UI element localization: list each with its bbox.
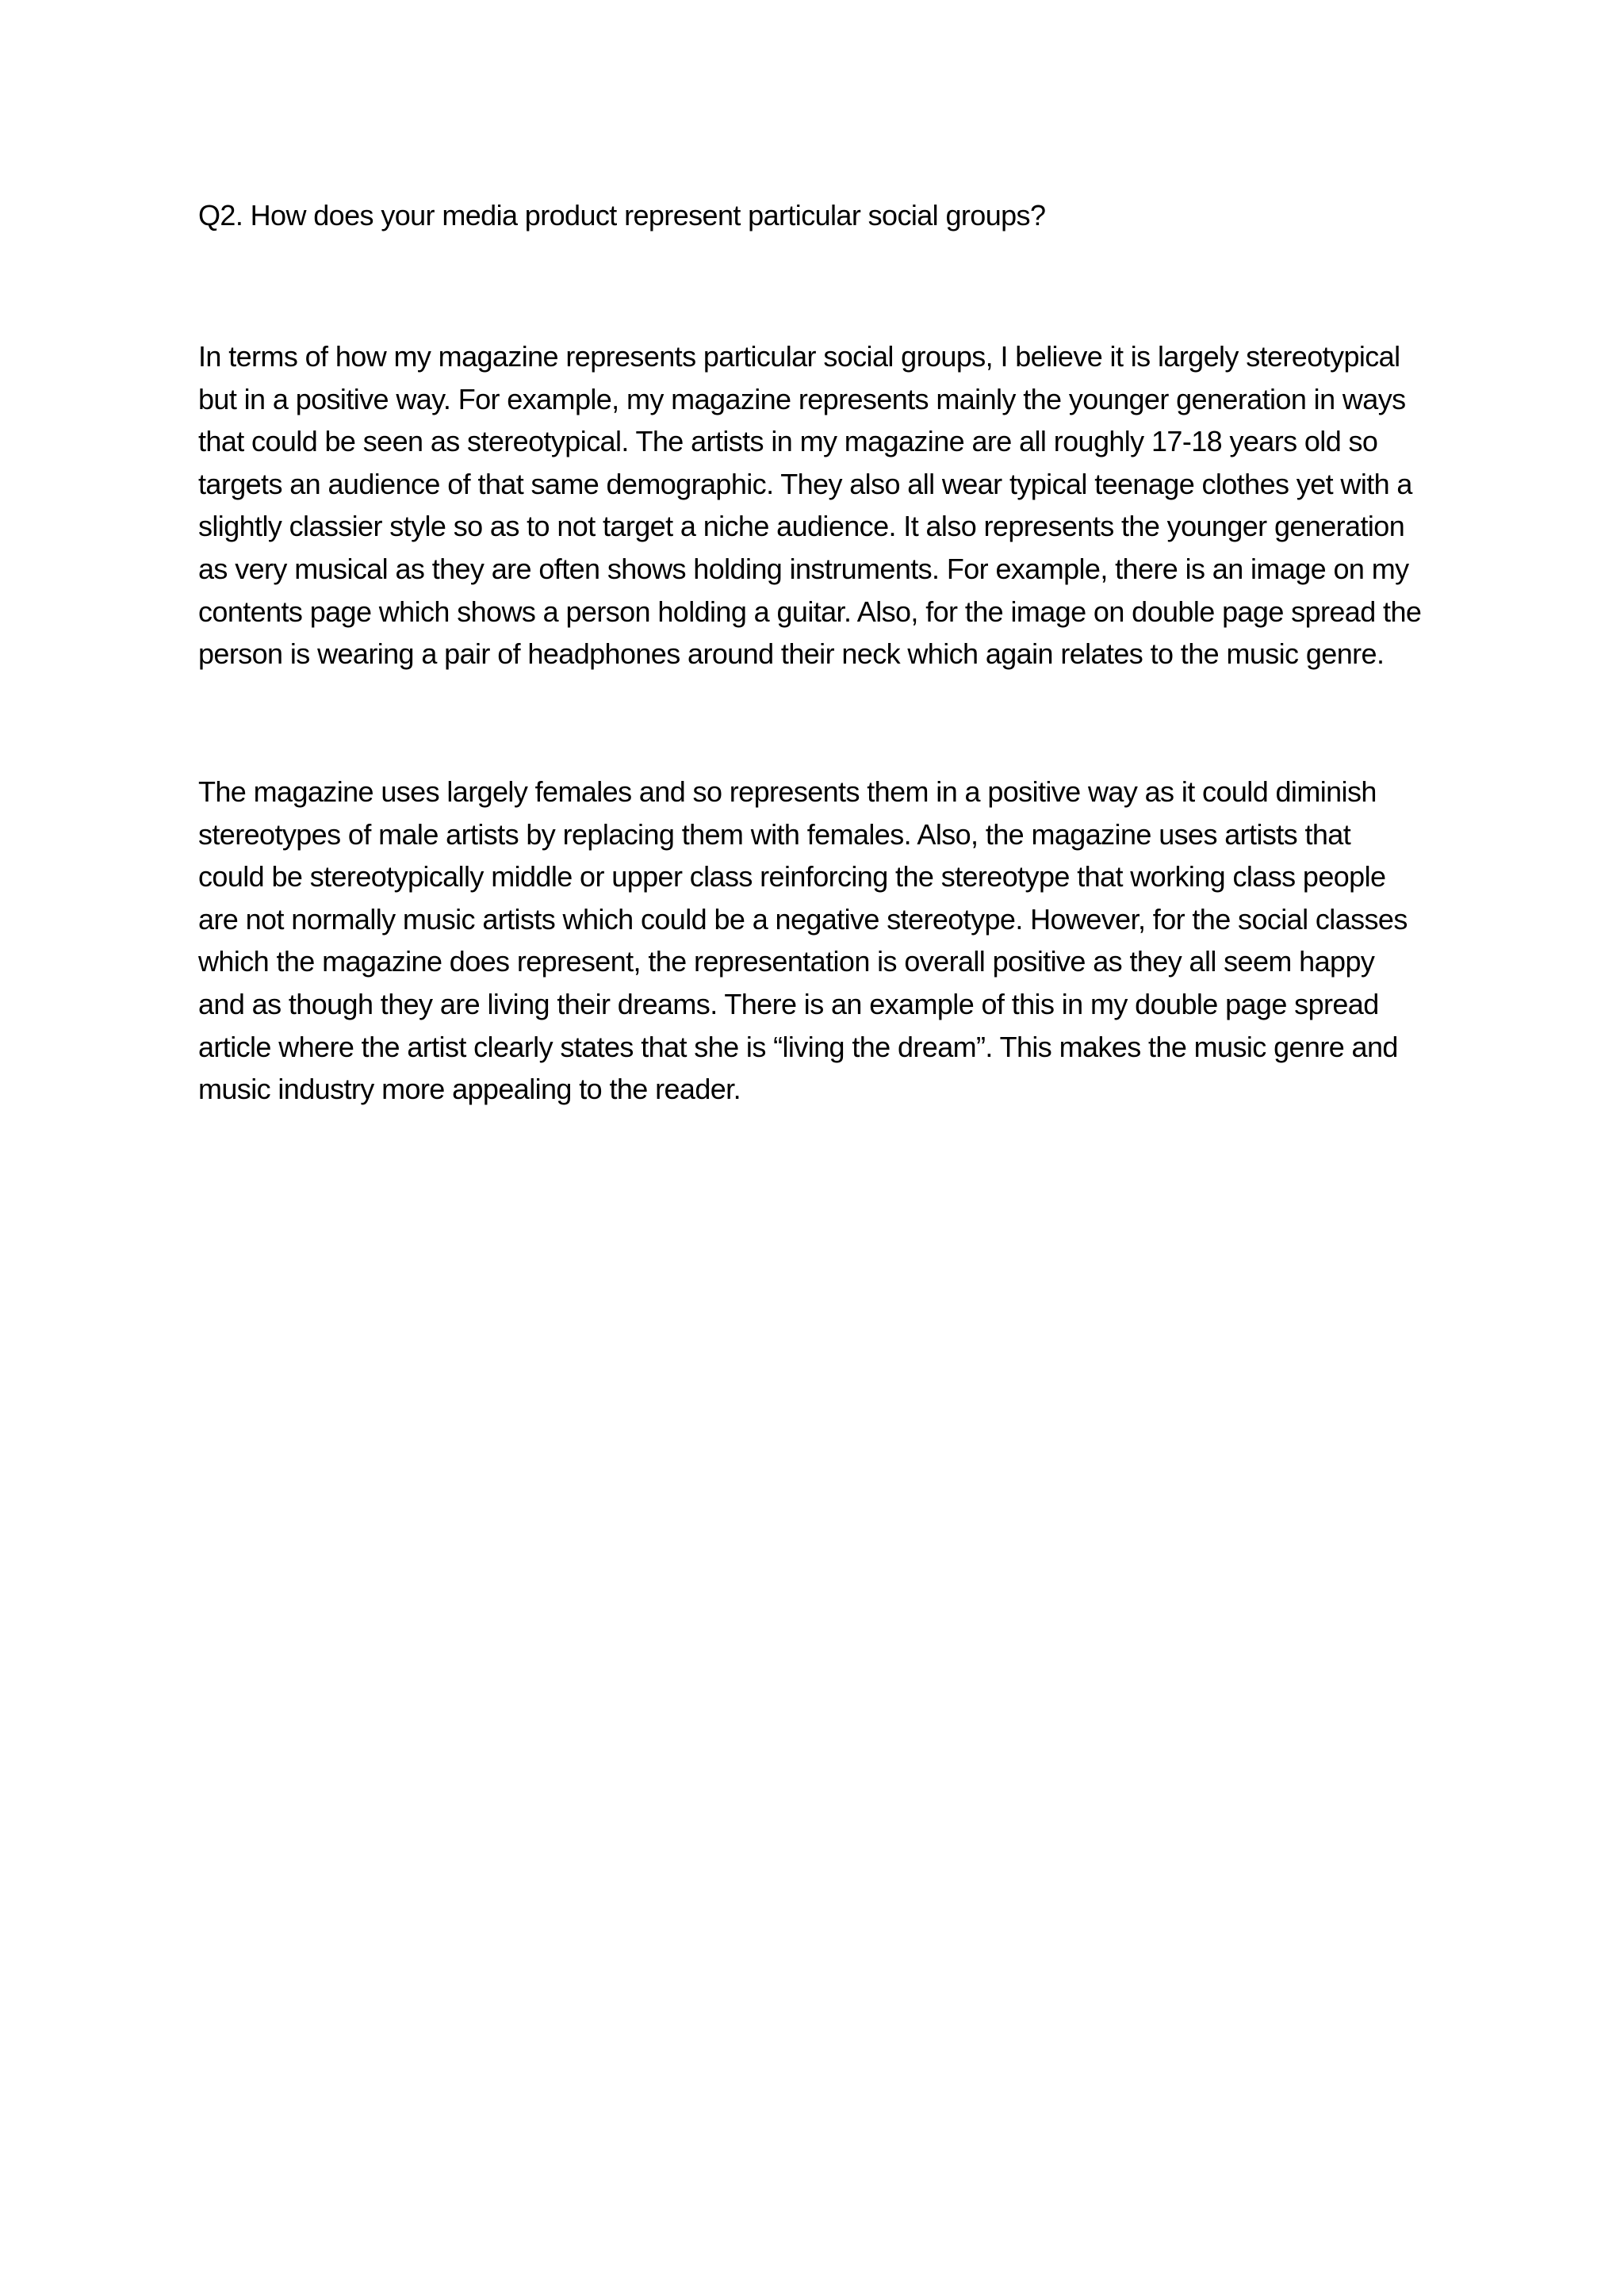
paragraph-representation-age	[198, 335, 1421, 675]
paragraph-line: In terms of how my magazine represents particular social groups, I believe it is largely stereotypical	[198, 340, 1400, 373]
paragraph-line: are not normally music artists which could be a negative stereotype. However, for the social classes	[198, 902, 1408, 936]
paragraph-line: stereotypes of male artists by replacing them with females. Also, the magazine uses artists that	[198, 817, 1351, 851]
paragraph-line: but in a positive way. For example, my magazine represents mainly the younger generation in ways	[198, 382, 1406, 415]
paragraph-line: that could be seen as stereotypical. The artists in my magazine are all roughly 17-18 years old so	[198, 425, 1378, 458]
paragraph-line: The magazine uses largely females and so represents them in a positive way as it could diminish	[198, 775, 1377, 808]
paragraph-line: article where the artist clearly states that she is “living the dream”. This makes the music genre and	[198, 1030, 1398, 1063]
paragraph-line: targets an audience of that same demographic. They also all wear typical teenage clothes yet with a	[198, 467, 1412, 500]
paragraph-representation-gender-class	[198, 771, 1408, 1111]
paragraph-line: person is wearing a pair of headphones around their neck which again relates to the music genre.	[198, 637, 1385, 671]
paragraph-line: music industry more appealing to the reader.	[198, 1073, 741, 1106]
paragraph-line: as very musical as they are often shows holding instruments. For example, there is an image on my	[198, 552, 1409, 585]
paragraph-line: and as though they are living their dreams. There is an example of this in my double page spread	[198, 987, 1379, 1020]
paragraph-line: contents page which shows a person holding a guitar. Also, for the image on double page spread the	[198, 595, 1422, 628]
paragraph-line: which the magazine does represent, the representation is overall positive as they all seem happy	[198, 945, 1375, 978]
paragraph-line: slightly classier style so as to not target a niche audience. It also represents the younger generation	[198, 510, 1405, 543]
paragraph-line: could be stereotypically middle or upper class reinforcing the stereotype that working class people	[198, 860, 1386, 894]
question-heading: Q2. How does your media product represent particular social groups?	[198, 199, 1046, 232]
